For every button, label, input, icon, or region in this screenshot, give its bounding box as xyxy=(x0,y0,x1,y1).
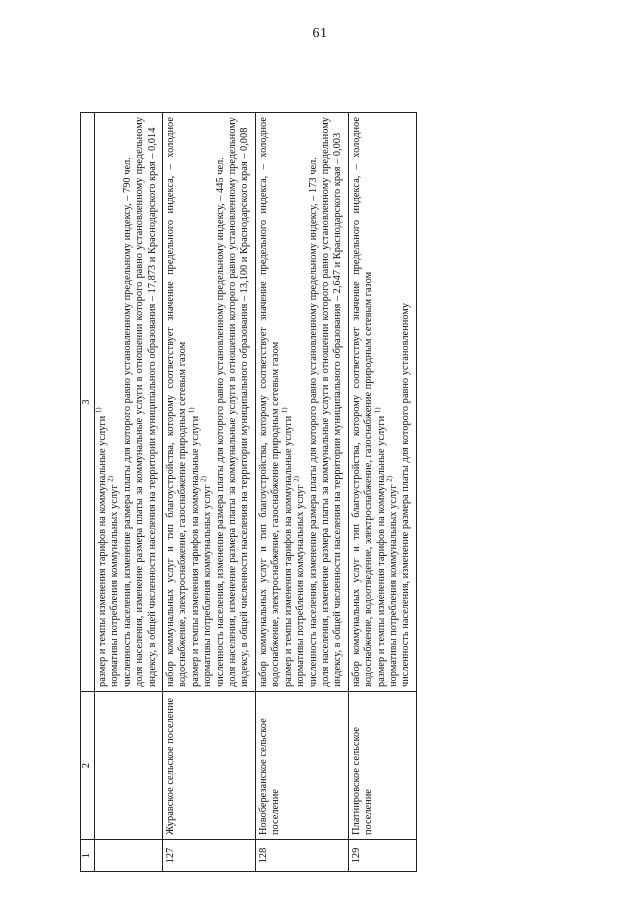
indicator-line xyxy=(199,117,214,687)
indicator-text: численность населения, изменение размера платы для которого равно установленному предельному индексу, – 445 чел. xyxy=(214,157,226,687)
table-body xyxy=(95,113,417,872)
indicator-line xyxy=(215,117,227,687)
settlement-name: Новоберезанское сельское поселение xyxy=(255,692,348,840)
header-col-3: 3 xyxy=(81,113,95,692)
header-col-1: 1 xyxy=(81,840,95,872)
indicators-cell xyxy=(348,113,416,692)
footnote-mark: 2) xyxy=(106,476,115,482)
footnote-mark: 2) xyxy=(385,476,394,482)
indicator-text: размер и темпы изменения тарифов на коммунальные услуги xyxy=(375,415,387,687)
indicator-text: численность населения, изменение размера платы для которого равно установленному предельному индексу, – 173 чел. xyxy=(307,157,319,687)
table-header-row xyxy=(81,113,95,872)
indicator-line xyxy=(385,117,400,687)
rotated-table-page xyxy=(80,112,564,872)
indicator-line xyxy=(400,117,412,687)
indicator-line xyxy=(227,117,252,687)
table-row xyxy=(163,113,256,872)
tariff-table xyxy=(80,112,417,872)
indicator-line xyxy=(320,117,345,687)
indicator-line xyxy=(106,117,121,687)
settlement-name: Платнировское сельское поселение xyxy=(348,692,416,840)
indicator-text: нормативы потребления коммунальных услуг xyxy=(295,484,307,687)
indicator-text: численность населения, изменение размера платы для которого равно установленному xyxy=(400,302,412,687)
indicators-cell xyxy=(95,113,163,692)
indicator-line xyxy=(351,117,376,687)
indicator-text: размер и темпы изменения тарифов на коммунальные услуги xyxy=(282,415,294,687)
footnote-mark: 1) xyxy=(373,407,382,414)
page-number: 61 xyxy=(312,26,328,41)
indicators-cell xyxy=(163,113,256,692)
indicator-text: доля населения, изменение размера платы за коммунальные услуги в отношении которого равно установленному предельному индексу, в общей численности населения на территории муниципального образования – 17,873 и Краснодарского края – 0,014 xyxy=(134,117,158,687)
indicator-line xyxy=(165,117,190,687)
indicators-cell xyxy=(255,113,348,692)
row-number: 128 xyxy=(255,840,348,872)
indicator-text: нормативы потребления коммунальных услуг xyxy=(202,484,214,687)
indicator-text: нормативы потребления коммунальных услуг xyxy=(387,484,399,687)
settlement-name: Журавское сельское поселение xyxy=(163,692,256,840)
indicator-line xyxy=(122,117,134,687)
indicator-text: доля населения, изменение размера платы за коммунальные услуги в отношении которого равно установленному предельному индексу, в общей численности населения на территории муниципального образования – 13,100 и Краснодарского края – 0,008 xyxy=(227,117,251,687)
footnote-mark: 2) xyxy=(199,476,208,482)
row-number: 129 xyxy=(348,840,416,872)
indicator-text: численность населения, изменение размера платы для которого равно установленному предельному индексу, – 790 чел. xyxy=(121,157,133,687)
indicator-text: размер и темпы изменения тарифов на коммунальные услуги xyxy=(97,415,108,687)
indicator-text: набор коммунальных услуг и тип благоустройства, которому соответствует значение предельного индекса, – холодное водоснабжение, водоотведение, электроснабжение, газоснабжение природным сетевым газом xyxy=(350,117,375,687)
indicator-text: набор коммунальных услуг и тип благоустройства, которому соответствует значение предельного индекса, – холодное водоснабжение, электроснабжение, газоснабжение природным сетевым газом xyxy=(257,117,282,687)
indicator-text: размер и темпы изменения тарифов на коммунальные услуги xyxy=(189,415,201,687)
row-number xyxy=(95,840,163,872)
indicator-line xyxy=(258,117,283,687)
footnote-mark: 1) xyxy=(187,407,196,414)
indicator-text: доля населения, изменение размера платы за коммунальные услуги в отношении которого равно установленному предельному индексу, в общей численности населения на территории муниципального образования – 2,647 и Краснодарского края – 0,003 xyxy=(319,117,344,687)
indicator-text: набор коммунальных услуг и тип благоустройства, которому соответствует значение предельного индекса, – холодное водоснабжение, электроснабжение, газоснабжение природным сетевым газом xyxy=(165,117,189,687)
indicator-text: нормативы потребления коммунальных услуг xyxy=(109,484,121,687)
indicator-line xyxy=(134,117,159,687)
table-row xyxy=(348,113,416,872)
footnote-mark: 2) xyxy=(292,476,301,482)
row-number: 127 xyxy=(163,840,256,872)
indicator-line xyxy=(94,117,109,687)
indicator-line xyxy=(373,117,388,687)
footnote-mark: 1) xyxy=(280,407,289,414)
indicator-line xyxy=(280,117,295,687)
header-col-2: 2 xyxy=(81,692,95,840)
indicator-line xyxy=(308,117,320,687)
indicator-line xyxy=(292,117,307,687)
settlement-name xyxy=(95,692,163,840)
footnote-mark: 1) xyxy=(94,407,103,414)
table-row xyxy=(95,113,163,872)
indicator-line xyxy=(187,117,202,687)
table-row xyxy=(255,113,348,872)
